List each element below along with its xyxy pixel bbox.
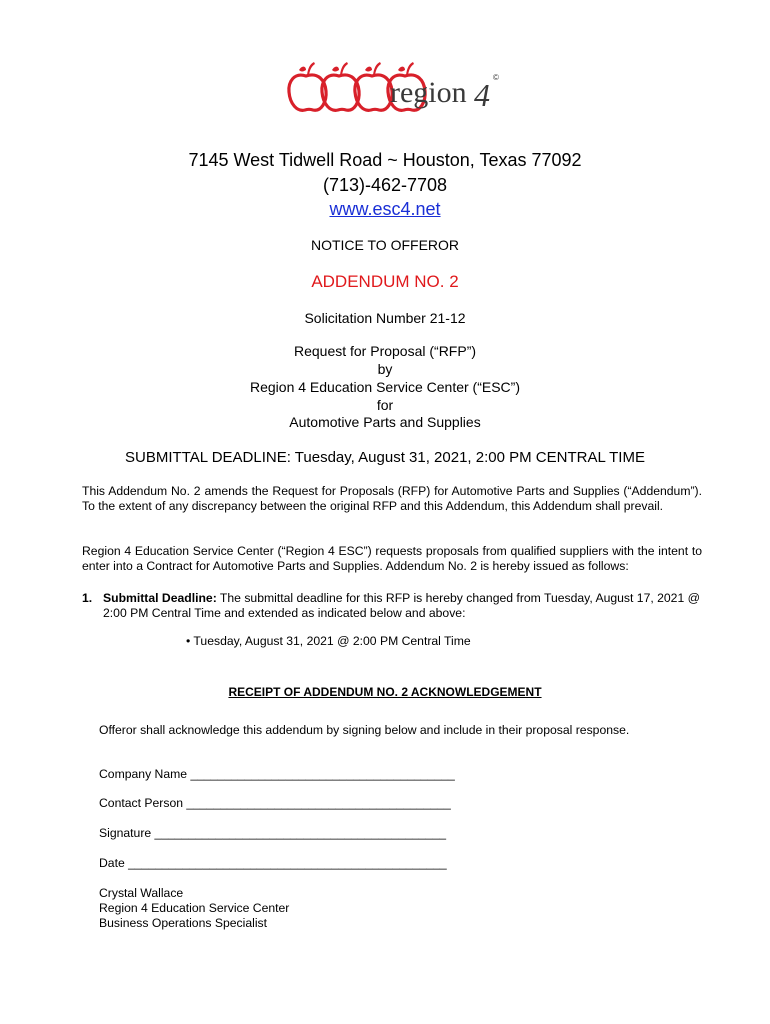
rfp-line-4: for: [376, 397, 394, 413]
signer-title: Business Operations Specialist: [99, 916, 268, 930]
notice-to-offeror: NOTICE TO OFFEROR: [310, 237, 460, 253]
website-link[interactable]: www.esc4.net: [329, 199, 441, 219]
acknowledgement-heading: RECEIPT OF ADDENDUM NO. 2 ACKNOWLEDGEMENT: [228, 685, 542, 699]
region4-logo: [286, 58, 506, 120]
rfp-line-1: Request for Proposal (“RFP”): [293, 343, 477, 359]
submittal-deadline: SUBMITTAL DEADLINE: Tuesday, August 31, 2021, 2:00 PM CENTRAL TIME: [125, 449, 645, 466]
intro-paragraph: This Addendum No. 2 amends the Request for Proposals (RFP) for Automotive Parts and Supplies (“Addendum”). To the extent of any discrepancy between the original RFP and this Addendum, this Addendum shall prevail.: [82, 484, 702, 513]
signer-name: Crystal Wallace: [99, 886, 184, 900]
acknowledgement-instruction: Offeror shall acknowledge this addendum by signing below and include in their proposal response.: [99, 723, 630, 737]
item-number: 1.: [82, 591, 93, 605]
addendum-title: ADDENDUM NO. 2: [311, 272, 459, 291]
item-submittal-deadline: [82, 591, 702, 621]
signer-organization: Region 4 Education Service Center: [99, 901, 290, 915]
address: 7145 West Tidwell Road ~ Houston, Texas 77092: [188, 150, 582, 170]
rfp-line-2: by: [377, 361, 393, 377]
item-label: Submittal Deadline:: [103, 591, 217, 605]
item-text: The submittal deadline for this RFP is hereby changed from Tuesday, August 17, 2021 @ 2:00 PM Central Time and extended as indicated below and above:: [103, 591, 700, 620]
signer-block: [99, 886, 289, 931]
svg-text:4: 4: [474, 77, 490, 113]
company-name-field[interactable]: Company Name _______________________________________: [99, 767, 455, 781]
rfp-line-3: Region 4 Education Service Center (“ESC”): [249, 379, 520, 395]
rfp-line-5: Automotive Parts and Supplies: [289, 414, 481, 430]
signature-field[interactable]: Signature ___________________________________________: [99, 826, 447, 840]
solicitation-number: Solicitation Number 21-12: [304, 310, 466, 326]
svg-text:©: ©: [493, 73, 499, 82]
date-field[interactable]: Date _______________________________________________: [99, 856, 447, 870]
contact-person-field[interactable]: Contact Person _______________________________________: [99, 796, 451, 810]
request-paragraph: Region 4 Education Service Center (“Region 4 ESC”) requests proposals from qualified suppliers with the intent to enter into a Contract for Automotive Parts and Supplies. Addendum No. 2 is hereby issued as follows:: [82, 544, 702, 573]
phone-number: (713)-462-7708: [322, 175, 448, 195]
deadline-bullet: • Tuesday, August 31, 2021 @ 2:00 PM Central Time: [186, 634, 471, 648]
svg-text:region: region: [390, 76, 467, 109]
